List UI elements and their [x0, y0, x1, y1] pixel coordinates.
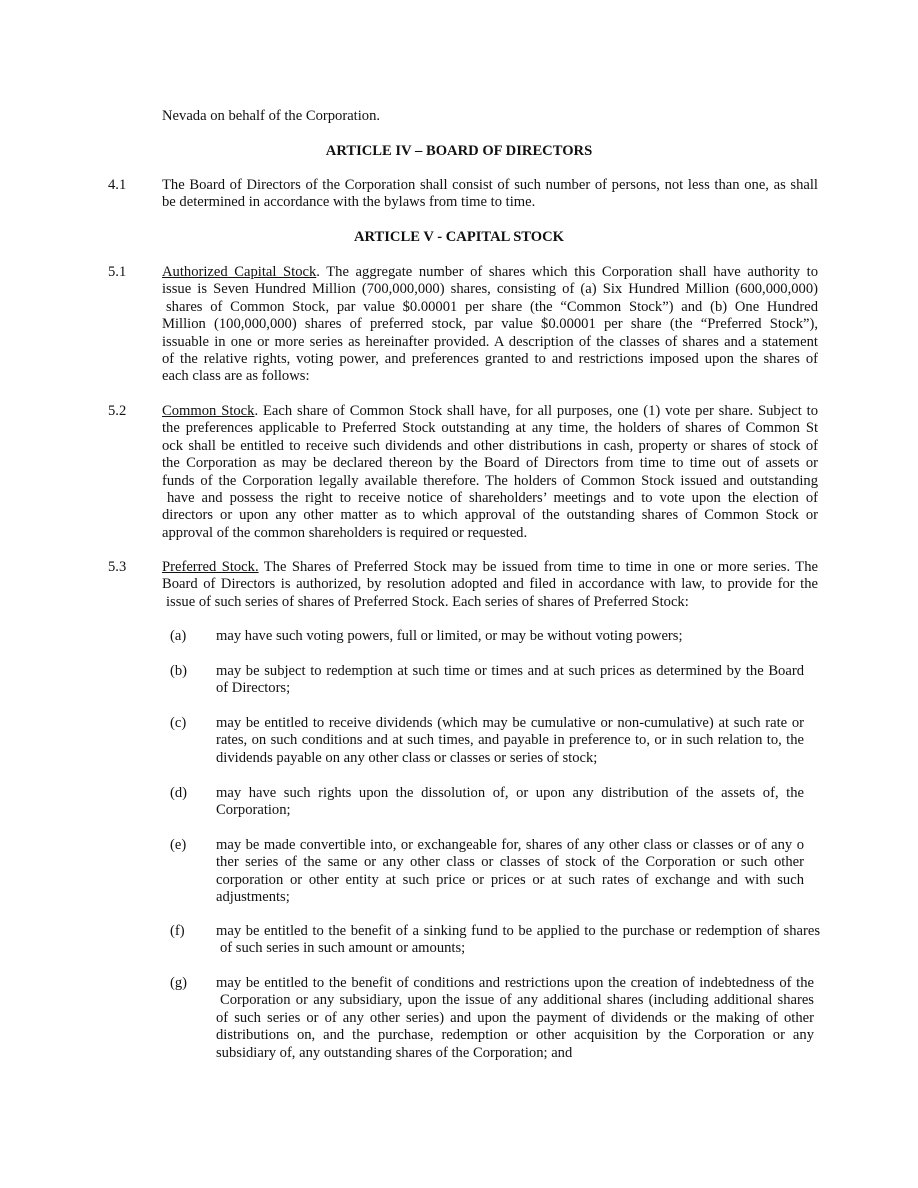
- list-item: [216, 837, 804, 907]
- line: Corporation;: [216, 802, 291, 819]
- line: funds of the Corporation legally available therefore. The holders of Common Stock issued and outstanding: [162, 472, 818, 489]
- line: approval of the common shareholders is required or requested.: [162, 524, 528, 541]
- section-5-2-number: 5.2: [108, 403, 127, 419]
- line: may be subject to redemption at such time or times and at such prices as determined by the Board: [216, 663, 804, 679]
- list-item: [216, 663, 804, 698]
- section-4-1-number: 4.1: [108, 177, 127, 193]
- list-item: [216, 975, 814, 1062]
- line: subsidiary of, any outstanding shares of the Corporation; and: [216, 1044, 573, 1061]
- line: of such series in such amount or amounts;: [220, 940, 466, 957]
- line: may have such voting powers, full or limited, or may be without voting powers;: [216, 628, 683, 644]
- line: each class are as follows:: [162, 368, 310, 385]
- line: rates, on such conditions and at such times, and payable in preference to, or in such relation to, the: [216, 732, 804, 749]
- list-item-label: (d): [170, 785, 188, 801]
- line: issue is Seven Hundred Million (700,000,000) shares, consisting of (a) Six Hundred Million (600,000,000): [162, 281, 818, 298]
- section-4-1-text: [162, 177, 818, 212]
- line: corporation or other entity at such price or prices or at such rates of exchange and with such: [216, 871, 804, 888]
- line: may be entitled to the benefit of a sinking fund to be applied to the purchase or redemption of shares: [216, 923, 820, 939]
- line: Corporation or any subsidiary, upon the issue of any additional shares (including additional shares: [220, 992, 814, 1009]
- list-item-label: (c): [170, 715, 187, 731]
- line: directors or upon any other matter as to which approval of the outstanding shares of Common Stock or: [162, 507, 818, 524]
- line: have and possess the right to receive notice of shareholders’ meetings and to vote upon the election of: [167, 490, 818, 507]
- list-item: [216, 628, 804, 645]
- line: Common Stock. Each share of Common Stock shall have, for all purposes, one (1) vote per share. Subject to: [162, 403, 818, 419]
- list-item: [216, 785, 804, 820]
- line: of Directors;: [216, 680, 291, 697]
- line: dividends payable on any other class or classes or series of stock;: [216, 749, 598, 766]
- article-iv-heading: ARTICLE IV – BOARD OF DIRECTORS: [325, 143, 593, 159]
- line: issue of such series of shares of Preferred Stock. Each series of shares of Preferred Stock:: [166, 593, 689, 610]
- line: may be entitled to the benefit of conditions and restrictions upon the creation of indebtedness of the: [216, 975, 814, 991]
- section-5-1-title: Authorized Capital Stock: [162, 264, 317, 280]
- section-5-1-number: 5.1: [108, 264, 127, 280]
- line: may have such rights upon the dissolution of, or upon any distribution of the assets of, the: [216, 785, 804, 801]
- line: may be entitled to receive dividends (which may be cumulative or non-cumulative) at such rate or: [216, 715, 804, 731]
- list-item-label: (e): [170, 837, 187, 853]
- list-item-label: (g): [170, 975, 188, 991]
- list-item: [216, 923, 820, 958]
- line: Board of Directors is authorized, by resolution adopted and filed in accordance with law, to provide for the: [162, 576, 818, 593]
- line: be determined in accordance with the bylaws from time to time.: [162, 194, 536, 211]
- line: The Board of Directors of the Corporation shall consist of such number of persons, not less than one, as shall: [162, 177, 818, 193]
- list-item: [216, 715, 804, 767]
- section-5-3-title: Preferred Stock.: [162, 559, 259, 575]
- line: adjustments;: [216, 889, 290, 906]
- line: ther series of the same or any other class or classes of stock of the Corporation or such other: [216, 854, 804, 871]
- continuation-text: Nevada on behalf of the Corporation.: [162, 108, 381, 124]
- line: of the relative rights, voting power, and preferences granted to and restrictions imposed upon the shares of: [162, 351, 818, 368]
- section-5-1-text: [162, 264, 818, 386]
- list-item-label: (a): [170, 628, 187, 644]
- line: ock shall be entitled to receive such dividends and other distributions in cash, property or shares of stock of: [162, 437, 818, 454]
- line: issuable in one or more series as hereinafter provided. A description of the classes of shares and a statement: [162, 333, 818, 350]
- line: may be made convertible into, or exchangeable for, shares of any other class or classes or of any o: [216, 837, 804, 853]
- line: Preferred Stock. The Shares of Preferred Stock may be issued from time to time in one or more series. The: [162, 559, 818, 575]
- section-5-3-text: [162, 559, 818, 611]
- line: Million (100,000,000) shares of preferred stock, par value $0.00001 per share (the “Preferred Stock”),: [162, 316, 818, 333]
- section-5-2-text: [162, 403, 818, 542]
- line: the Corporation as may be declared thereon by the Board of Directors from time to time out of assets or: [162, 455, 818, 472]
- line: shares of Common Stock, par value $0.00001 per share (the “Common Stock”) and (b) One Hundred: [166, 298, 818, 315]
- line: distributions on, and the purchase, redemption or other acquisition by the Corporation or any: [216, 1027, 814, 1044]
- line: the preferences applicable to Preferred Stock outstanding at any time, the holders of shares of Common St: [162, 420, 818, 437]
- section-5-2-title: Common Stock: [162, 403, 255, 419]
- list-item-label: (f): [170, 923, 185, 939]
- section-5-3-number: 5.3: [108, 559, 127, 575]
- list-item-label: (b): [170, 663, 188, 679]
- line: of such series or of any other series) and upon the payment of dividends or the making of other: [216, 1009, 814, 1026]
- article-v-heading: ARTICLE V - CAPITAL STOCK: [353, 229, 565, 245]
- line: Authorized Capital Stock. The aggregate number of shares which this Corporation shall have authority to: [162, 264, 818, 280]
